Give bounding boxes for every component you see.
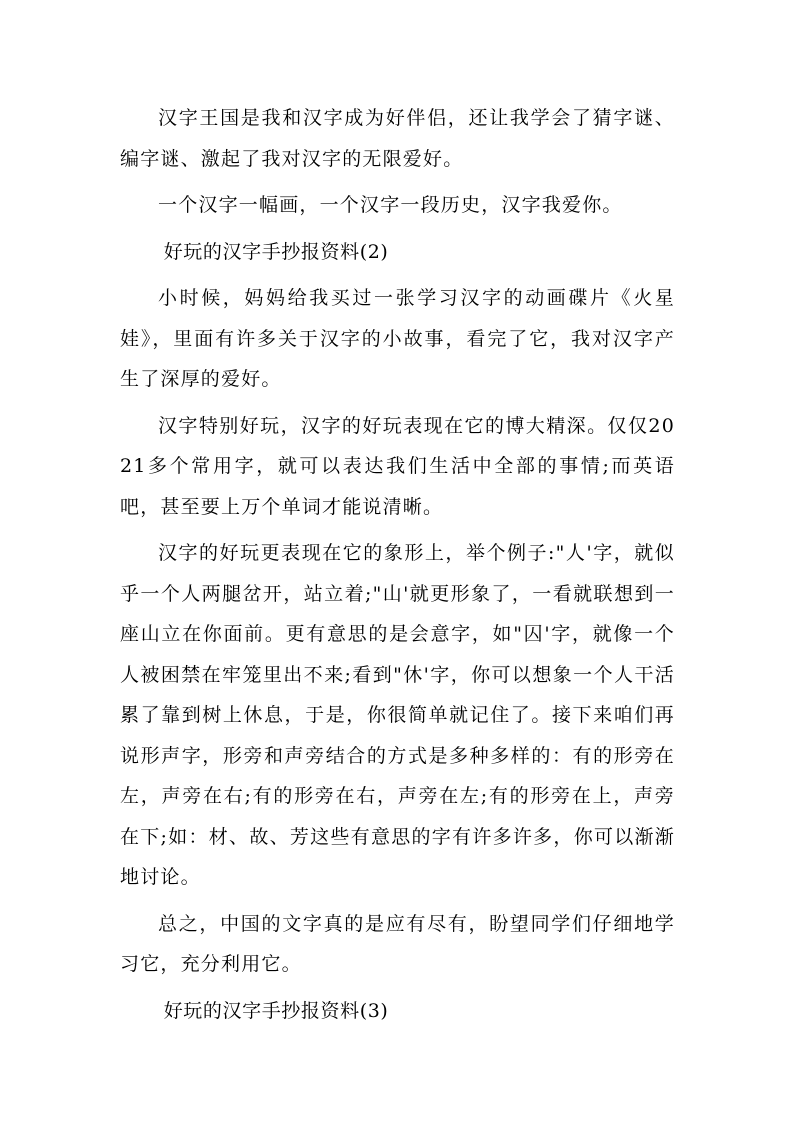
paragraph: 汉字的好玩更表现在它的象形上，举个例子:"人'字，就似乎一个人两腿岔开，站立着;"山'就更形象了，一看就联想到一座山立在你面前。更有意思的是会意字，如"囚'字，就像一个人被困禁在牢笼里出不来;看到"休'字，你可以想象一个人干活累了靠到树上休息，于是，你很简单就记住了。接下来咱们再说形声字，形旁和声旁结合的方式是多种多样的：有的形旁在左，声旁在右;有的形旁在右，声旁在左;有的形旁在上，声旁在下;如：材、故、芳这些有意思的字有许多许多，你可以渐渐地讨论。 (120, 542, 675, 888)
paragraph: 一个汉字一幅画，一个汉字一段历史，汉字我爱你。 (158, 194, 623, 216)
paragraph: 总之，中国的文字真的是应有尽有，盼望同学们仔细地学习它，充分利用它。 (120, 912, 675, 975)
paragraph: 汉字特别好玩，汉字的好玩表现在它的博大精深。仅仅2021多个常用字，就可以表达我们生活中全部的事情;而英语吧，甚至要上万个单词才能说清晰。 (120, 414, 675, 518)
paragraph: 小时候，妈妈给我买过一张学习汉字的动画碟片《火星娃》，里面有许多关于汉字的小故事，看完了它，我对汉字产生了深厚的爱好。 (120, 287, 675, 390)
paragraph: 汉字王国是我和汉字成为好伴侣，还让我学会了猜字谜、编字谜、激起了我对汉字的无限爱好。 (120, 107, 675, 170)
section-heading: 好玩的汉字手抄报资料(3) (163, 999, 389, 1022)
document-body (120, 98, 675, 1031)
section-heading: 好玩的汉字手抄报资料(2) (163, 240, 389, 263)
